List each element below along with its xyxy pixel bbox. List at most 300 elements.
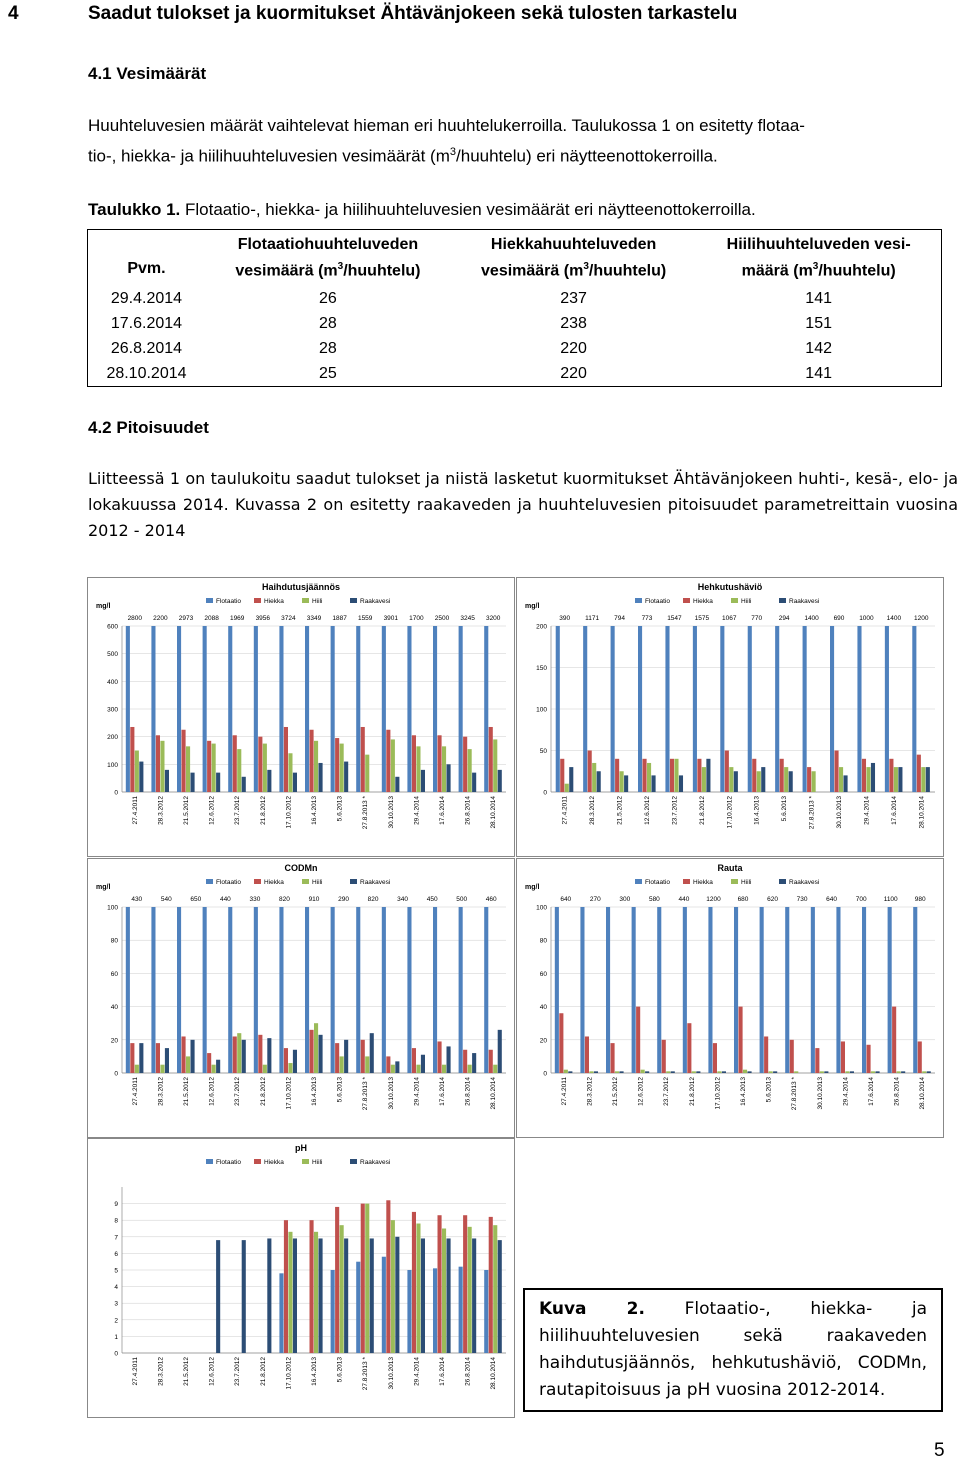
bar	[365, 755, 369, 792]
table-cell: 237	[560, 289, 587, 307]
y-tick-label: 100	[107, 761, 118, 769]
top-value-label: 770	[751, 615, 763, 622]
bar	[391, 739, 395, 792]
bar	[447, 764, 451, 792]
x-tick-label: 28.3.2012	[157, 1077, 165, 1106]
bar	[922, 1071, 926, 1073]
x-tick-label: 29.4.2014	[413, 1357, 421, 1386]
x-tick-label: 17.10.2012	[285, 1357, 293, 1390]
bar	[186, 746, 190, 792]
bar	[288, 1063, 292, 1073]
top-value-label: 390	[559, 615, 571, 622]
bar	[344, 1040, 348, 1073]
legend-swatch	[350, 598, 357, 603]
bar	[670, 759, 674, 792]
top-value-label: 730	[796, 896, 808, 903]
top-value-label: 500	[456, 896, 468, 903]
column-header-hiili	[696, 230, 941, 286]
text-span: /huuhtelu)	[588, 262, 667, 280]
x-tick-label: 12.6.2012	[208, 1357, 216, 1386]
bar	[344, 1238, 348, 1353]
x-tick-label: 17.10.2012	[285, 1077, 293, 1110]
legend-label: Hiekka	[693, 598, 713, 605]
bar	[447, 1046, 451, 1073]
bar	[279, 907, 283, 1073]
bar	[433, 907, 437, 1073]
y-tick-label: 5	[114, 1267, 118, 1275]
chart-title: CODMn	[284, 863, 318, 873]
bar	[421, 770, 425, 792]
chart-title: Haihdutusjäännös	[261, 582, 341, 592]
superscript: 3	[812, 260, 819, 272]
x-tick-label: 27.8.2013 *	[362, 1077, 370, 1111]
bar	[560, 759, 564, 792]
bar	[687, 1023, 691, 1073]
bar	[412, 1048, 416, 1073]
table-row	[88, 336, 941, 361]
x-tick-label: 12.6.2012	[208, 796, 216, 825]
top-value-label: 1400	[886, 615, 902, 622]
table-cell: 26	[319, 289, 337, 307]
bar	[370, 1238, 374, 1353]
x-tick-label: 5.6.2013	[765, 1077, 773, 1103]
top-value-label: 460	[485, 896, 497, 903]
bar	[438, 735, 442, 792]
paragraph-pitoisuudet: Liitteessä 1 on taulukoitu saadut tulokset ja niistä lasketut kuormitukset Ähtävänjokeen huhti-, kesä-, elo- ja lokakuussa 2014. Kuvassa 2 on esitetty raakaveden ja huuhteluvesien pitoisuudet parametreittain vuosina 2012 - 2014	[88, 469, 958, 540]
bar	[484, 907, 488, 1073]
bar	[361, 1204, 365, 1353]
top-value-label: 620	[767, 896, 778, 903]
bar	[918, 1041, 922, 1073]
chart-ph	[87, 1138, 515, 1418]
legend-label: Raakavesi	[360, 879, 391, 886]
bar	[442, 1065, 446, 1073]
bar	[203, 907, 207, 1073]
x-tick-label: 29.4.2014	[413, 1077, 421, 1106]
bar	[335, 1207, 339, 1353]
bar	[862, 759, 866, 792]
y-tick-label: 80	[539, 937, 547, 945]
table-cell: 220	[560, 339, 587, 357]
y-tick-label: 0	[114, 789, 118, 797]
top-value-label: 773	[641, 615, 653, 622]
top-value-label: 2800	[127, 615, 143, 622]
bar	[421, 1238, 425, 1353]
legend-swatch	[731, 879, 738, 884]
x-tick-label: 21.8.2012	[259, 1357, 267, 1386]
top-value-label: 650	[190, 896, 202, 903]
bar	[314, 741, 318, 792]
top-value-label: 270	[589, 896, 601, 903]
bar	[182, 1036, 186, 1073]
bar	[237, 749, 241, 792]
legend-swatch	[254, 598, 261, 603]
y-tick-label: 7	[114, 1234, 118, 1242]
x-tick-label: 26.8.2014	[464, 1357, 472, 1386]
bar	[761, 767, 765, 792]
bar	[442, 1229, 446, 1354]
bar	[498, 770, 502, 792]
top-value-label: 1887	[332, 615, 347, 622]
table-cell: 28.10.2014	[106, 364, 187, 382]
subsection-title-pitoisuudet: 4.2 Pitoisuudet	[88, 418, 209, 437]
bar	[126, 626, 130, 792]
bar	[889, 759, 893, 792]
bar	[361, 727, 365, 792]
bar	[335, 1043, 339, 1073]
bar	[293, 1050, 297, 1073]
x-tick-label: 23.7.2012	[234, 796, 242, 825]
bar	[356, 1262, 360, 1353]
bar	[888, 907, 892, 1073]
bar	[314, 1232, 318, 1353]
legend-label: Flotaatio	[216, 598, 241, 605]
bar	[263, 744, 267, 792]
paragraph-line	[88, 139, 948, 170]
bar	[493, 1225, 497, 1353]
bar	[305, 907, 309, 1073]
x-tick-label: 21.8.2012	[698, 796, 706, 825]
header-line: Hiilihuuhteluveden vesi-	[726, 235, 911, 253]
bar	[752, 759, 756, 792]
bar	[748, 1071, 752, 1073]
bar	[666, 1071, 670, 1073]
subsection-title-vesimaarat: 4.1 Vesimäärät	[88, 64, 207, 83]
table-cell: 220	[560, 364, 587, 382]
x-tick-label: 21.8.2012	[259, 796, 267, 825]
x-tick-label: 21.5.2012	[183, 1077, 190, 1106]
bar	[331, 1270, 335, 1353]
y-tick-label: 200	[536, 623, 547, 631]
bar	[775, 626, 779, 792]
bar	[785, 907, 789, 1073]
bar	[769, 1071, 773, 1073]
bar	[228, 626, 232, 792]
bar	[645, 1071, 649, 1073]
legend-label: Flotaatio	[216, 1159, 241, 1166]
top-value-label: 3724	[281, 615, 296, 622]
y-tick-label: 8	[114, 1217, 118, 1225]
bar	[912, 626, 916, 792]
top-value-label: 2500	[434, 615, 450, 622]
x-tick-label: 28.3.2012	[157, 796, 165, 825]
y-tick-label: 60	[110, 970, 118, 978]
bar	[463, 737, 467, 792]
bar	[263, 1065, 267, 1073]
bar	[867, 1045, 871, 1073]
bar	[216, 1060, 220, 1073]
bar	[871, 763, 875, 792]
x-tick-label: 21.5.2012	[616, 796, 624, 825]
bar	[897, 1071, 901, 1073]
top-value-label: 1700	[409, 615, 424, 622]
y-tick-label: 150	[536, 665, 547, 672]
legend-label: Flotaatio	[645, 598, 670, 605]
table-cell: 141	[805, 289, 832, 307]
bar	[151, 907, 155, 1073]
legend-swatch	[350, 1159, 357, 1164]
bar	[412, 1212, 416, 1353]
legend-label: Raakavesi	[789, 598, 820, 605]
x-tick-label: 27.8.2013 *	[791, 1077, 799, 1111]
bar	[807, 767, 811, 792]
legend-swatch	[350, 879, 357, 884]
y-tick-label: 200	[107, 734, 118, 742]
y-tick-label: 9	[114, 1201, 118, 1209]
bar	[386, 1200, 390, 1353]
bar	[416, 1065, 420, 1073]
legend-label: Hiili	[741, 879, 752, 886]
legend-swatch	[302, 879, 309, 884]
bar	[697, 759, 701, 792]
bar	[370, 1033, 374, 1073]
bar	[212, 1065, 216, 1073]
bar	[683, 907, 687, 1073]
text-span: /huuhtelu)	[343, 262, 421, 280]
y-tick-label: 40	[110, 1004, 118, 1012]
superscript: 3	[337, 260, 344, 272]
bar	[620, 771, 624, 792]
bar	[267, 770, 271, 792]
bar	[708, 907, 712, 1073]
legend-label: Hiili	[312, 879, 323, 886]
chart-svg	[517, 578, 943, 856]
top-value-label: 300	[619, 896, 631, 903]
bar	[284, 1220, 288, 1353]
bar	[638, 626, 642, 792]
bar	[857, 626, 861, 792]
x-tick-label: 28.10.2014	[490, 1357, 498, 1390]
y-tick-label: 0	[543, 1070, 547, 1078]
bar	[284, 727, 288, 792]
bar	[135, 1065, 139, 1073]
bar	[679, 775, 683, 792]
bar	[921, 767, 925, 792]
x-tick-label: 29.4.2014	[842, 1077, 850, 1106]
bar	[589, 1071, 593, 1073]
x-tick-label: 21.8.2012	[259, 1077, 267, 1106]
bar	[258, 737, 262, 792]
bar	[803, 626, 807, 792]
bar	[293, 773, 297, 792]
bar	[459, 907, 463, 1073]
bar	[395, 777, 399, 792]
bar	[615, 759, 619, 792]
bar	[254, 907, 258, 1073]
top-value-label: 1547	[667, 615, 682, 622]
table-cell: 28	[319, 314, 337, 332]
superscript: 3	[583, 260, 589, 272]
bar	[340, 744, 344, 792]
bar	[850, 1071, 854, 1073]
legend-swatch	[779, 598, 786, 603]
legend-swatch	[206, 598, 213, 603]
bar	[356, 907, 360, 1073]
top-value-label: 330	[249, 896, 261, 903]
figure-caption-text: Flotaatio-, hiekka- ja hiilihuuhteluvesien sekä raakaveden haihdutusjäännös, hehkutushäviö, CODMn, rautapitoisuus ja pH vuosina 2012-2014.	[539, 1299, 927, 1400]
legend-swatch	[206, 879, 213, 884]
bar	[665, 626, 669, 792]
y-tick-label: 3	[114, 1300, 118, 1308]
x-tick-label: 23.7.2012	[234, 1077, 242, 1106]
x-tick-label: 12.6.2012	[637, 1077, 645, 1106]
bar	[356, 626, 360, 792]
top-value-label: 580	[648, 896, 660, 903]
x-tick-label: 28.10.2014	[919, 1077, 927, 1110]
bar	[917, 755, 921, 792]
bar	[717, 1071, 721, 1073]
bar	[459, 626, 463, 792]
top-value-label: 1067	[722, 615, 737, 622]
bar	[191, 773, 195, 792]
bar	[594, 1071, 598, 1073]
x-tick-label: 27.8.2013 *	[362, 796, 370, 830]
legend-swatch	[683, 879, 690, 884]
legend-label: Raakavesi	[789, 879, 820, 886]
x-tick-label: 28.3.2012	[586, 1077, 594, 1106]
legend-swatch	[635, 598, 642, 603]
chart-haihdutusjaannos	[87, 577, 515, 857]
bar	[305, 626, 309, 792]
bar	[794, 1071, 798, 1073]
bar	[569, 767, 573, 792]
bar	[597, 771, 601, 792]
bar	[233, 735, 237, 792]
text-span: vesimäärä (m	[235, 262, 338, 280]
table-row	[88, 361, 941, 386]
bar	[463, 1050, 467, 1073]
bar	[489, 727, 493, 792]
top-value-label: 3200	[485, 615, 501, 622]
bar	[386, 730, 390, 792]
y-tick-label: 600	[107, 623, 118, 631]
legend-swatch	[635, 879, 642, 884]
bar	[892, 1007, 896, 1073]
bar	[876, 1071, 880, 1073]
y-tick-label: 0	[114, 1350, 118, 1358]
bar	[565, 784, 569, 792]
y-tick-label: 40	[539, 1004, 547, 1012]
x-tick-label: 27.4.2011	[131, 1357, 139, 1386]
bar	[433, 1268, 437, 1353]
legend-swatch	[779, 879, 786, 884]
x-tick-label: 16.4.2013	[740, 1077, 747, 1106]
bar	[620, 1071, 624, 1073]
bar	[433, 626, 437, 792]
legend-label: Raakavesi	[360, 1159, 391, 1166]
bar	[693, 626, 697, 792]
legend-label: Flotaatio	[216, 879, 241, 886]
x-tick-label: 28.3.2012	[589, 796, 597, 825]
bar	[706, 759, 710, 792]
legend-label: Hiekka	[264, 1159, 284, 1166]
top-value-label: 910	[308, 896, 320, 903]
bar	[652, 775, 656, 792]
x-tick-label: 16.4.2013	[753, 796, 761, 825]
y-tick-label: 50	[539, 748, 547, 755]
bar	[493, 739, 497, 792]
bar	[913, 907, 917, 1073]
bar	[498, 1030, 502, 1073]
x-tick-label: 16.4.2013	[311, 796, 318, 825]
table-cell: 17.6.2014	[110, 314, 183, 332]
header-line	[700, 256, 937, 282]
x-tick-label: 5.6.2013	[781, 796, 789, 822]
bar	[365, 1204, 369, 1353]
bar	[447, 1238, 451, 1353]
bar	[647, 763, 651, 792]
bar	[160, 1065, 164, 1073]
y-tick-label: 400	[107, 678, 118, 686]
bar	[279, 1273, 283, 1353]
x-tick-label: 21.5.2012	[183, 1357, 190, 1386]
top-value-label: 1575	[694, 615, 710, 622]
bar	[319, 1035, 323, 1073]
bar	[696, 1071, 700, 1073]
top-value-label: 1969	[229, 615, 245, 622]
bar	[203, 626, 207, 792]
bar	[382, 626, 386, 792]
bar	[126, 907, 130, 1073]
bar	[340, 1056, 344, 1073]
chart-svg	[88, 859, 514, 1137]
table-row	[88, 286, 941, 311]
bar	[862, 907, 866, 1073]
x-tick-label: 16.4.2013	[311, 1077, 318, 1106]
bar	[611, 1043, 615, 1073]
bar	[568, 1071, 572, 1073]
bar	[438, 1215, 442, 1353]
bar	[725, 751, 729, 793]
bar	[720, 626, 724, 792]
top-value-label: 1000	[859, 615, 874, 622]
legend-label: Hiekka	[693, 879, 713, 886]
bar	[662, 1040, 666, 1073]
bar	[416, 746, 420, 792]
bar	[407, 907, 411, 1073]
table-cell: 238	[560, 314, 587, 332]
bar	[643, 759, 647, 792]
legend-swatch	[683, 598, 690, 603]
text-span: tio-, hiekka- ja hiilihuuhteluvesien vesimäärät (m	[88, 146, 450, 166]
top-value-label: 1171	[585, 615, 600, 622]
legend-label: Raakavesi	[360, 598, 391, 605]
bar	[135, 751, 139, 793]
top-value-label: 2200	[153, 615, 168, 622]
bar	[556, 626, 560, 792]
column-header-hiekka	[451, 230, 696, 286]
bar	[191, 1040, 195, 1073]
bar	[722, 1071, 726, 1073]
bar	[395, 1237, 399, 1353]
bar	[866, 767, 870, 792]
bar	[468, 1065, 472, 1073]
bar	[182, 730, 186, 792]
x-tick-label: 5.6.2013	[336, 796, 344, 822]
top-value-label: 820	[367, 896, 379, 903]
section-title: Saadut tulokset ja kuormitukset Ähtävänjokeen sekä tulosten tarkastelu	[88, 3, 738, 24]
column-header-flotaatio	[205, 230, 451, 286]
top-value-label: 640	[826, 896, 838, 903]
bar	[160, 741, 164, 792]
bar	[636, 1007, 640, 1073]
bar	[894, 767, 898, 792]
bar	[407, 626, 411, 792]
y-tick-label: 6	[114, 1250, 118, 1258]
header-line	[209, 256, 447, 282]
bar	[340, 1225, 344, 1353]
x-tick-label: 21.8.2012	[688, 1077, 696, 1106]
